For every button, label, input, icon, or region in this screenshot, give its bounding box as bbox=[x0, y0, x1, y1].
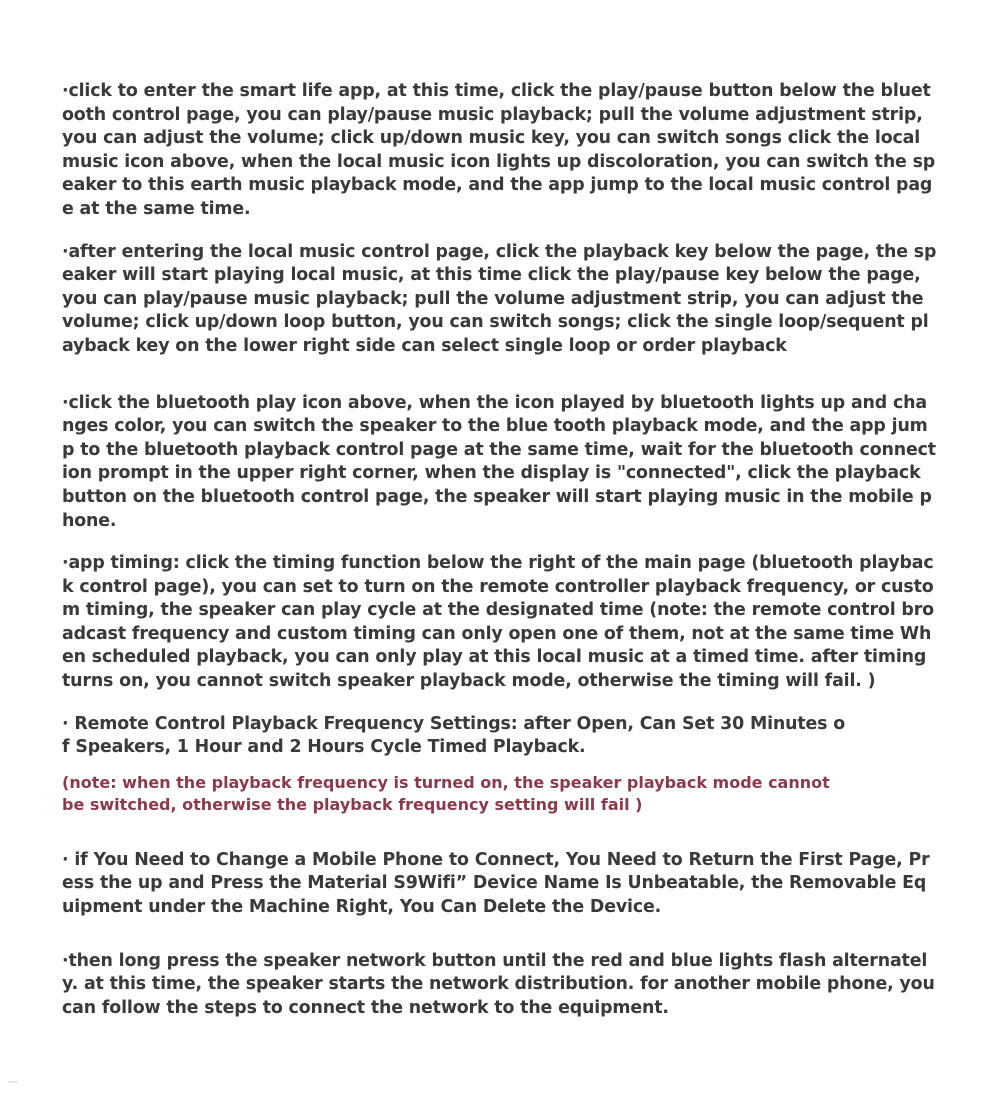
paragraph-change-phone: · if You Need to Change a Mobile Phone to Connect, You Need to Return the First Page, Press the up and Press the Material S9Wifi” Device Name Is Unbeatable, the Removable Equipment under the Machine Right, You Can Delete the Device. bbox=[62, 849, 930, 918]
paragraph-local-music: ·after entering the local music control page, click the playback key below the page, the speaker will start playing local music, at this time click the play/pause key below the page, you can play/pause music playback; pull the volume adjustment strip, you can adjust the volume; click up/down loop button, you can switch songs; click the single loop/sequent playback key on the lower right side can select single loop or order playback bbox=[62, 241, 937, 356]
corner-mark bbox=[8, 1081, 18, 1083]
paragraph-remote-control-frequency: · Remote Control Playback Frequency Settings: after Open, Can Set 30 Minutes of Speakers, 1 Hour and 2 Hours Cycle Timed Playback. bbox=[62, 713, 846, 758]
instruction-document bbox=[62, 80, 937, 1020]
paragraph-app-timing: ·app timing: click the timing function below the right of the main page (bluetooth playback control page), you can set to turn on the remote controller playback frequency, or custom timing, the speaker can play cycle at the designated time (note: the remote control broadcast frequency and custom timing can only open one of them, not at the same time When scheduled playback, you can only play at this local music at a timed time. after timing turns on, you cannot switch speaker playback mode, otherwise the timing will fail. ) bbox=[62, 553, 934, 692]
paragraph-bluetooth-playback: ·click the bluetooth play icon above, when the icon played by bluetooth lights up and changes color, you can switch the speaker to the blue tooth playback mode, and the app jump to the bluetooth playback control page at the same time, wait for the bluetooth connection prompt in the upper right corner, when the display is "connected", click the playback button on the bluetooth control page, the speaker will start playing music in the mobile phone. bbox=[62, 392, 936, 531]
paragraph-smart-life-app: ·click to enter the smart life app, at this time, click the play/pause button below the bluetooth control page, you can play/pause music playback; pull the volume adjustment strip, you can adjust the volume; click up/down music key, you can switch songs click the local music icon above, when the local music icon lights up discoloration, you can switch the speaker to this earth music playback mode, and the app jump to the local music control page at the same time. bbox=[62, 81, 936, 219]
playback-frequency-note: (note: when the playback frequency is turned on, the speaker playback mode cannot be switched, otherwise the playback frequency setting will fail ) bbox=[62, 772, 830, 814]
paragraph-network-pairing: ·then long press the speaker network button until the red and blue lights flash alternately. at this time, the speaker starts the network distribution. for another mobile phone, you can follow the steps to connect the network to the equipment. bbox=[62, 950, 935, 1018]
